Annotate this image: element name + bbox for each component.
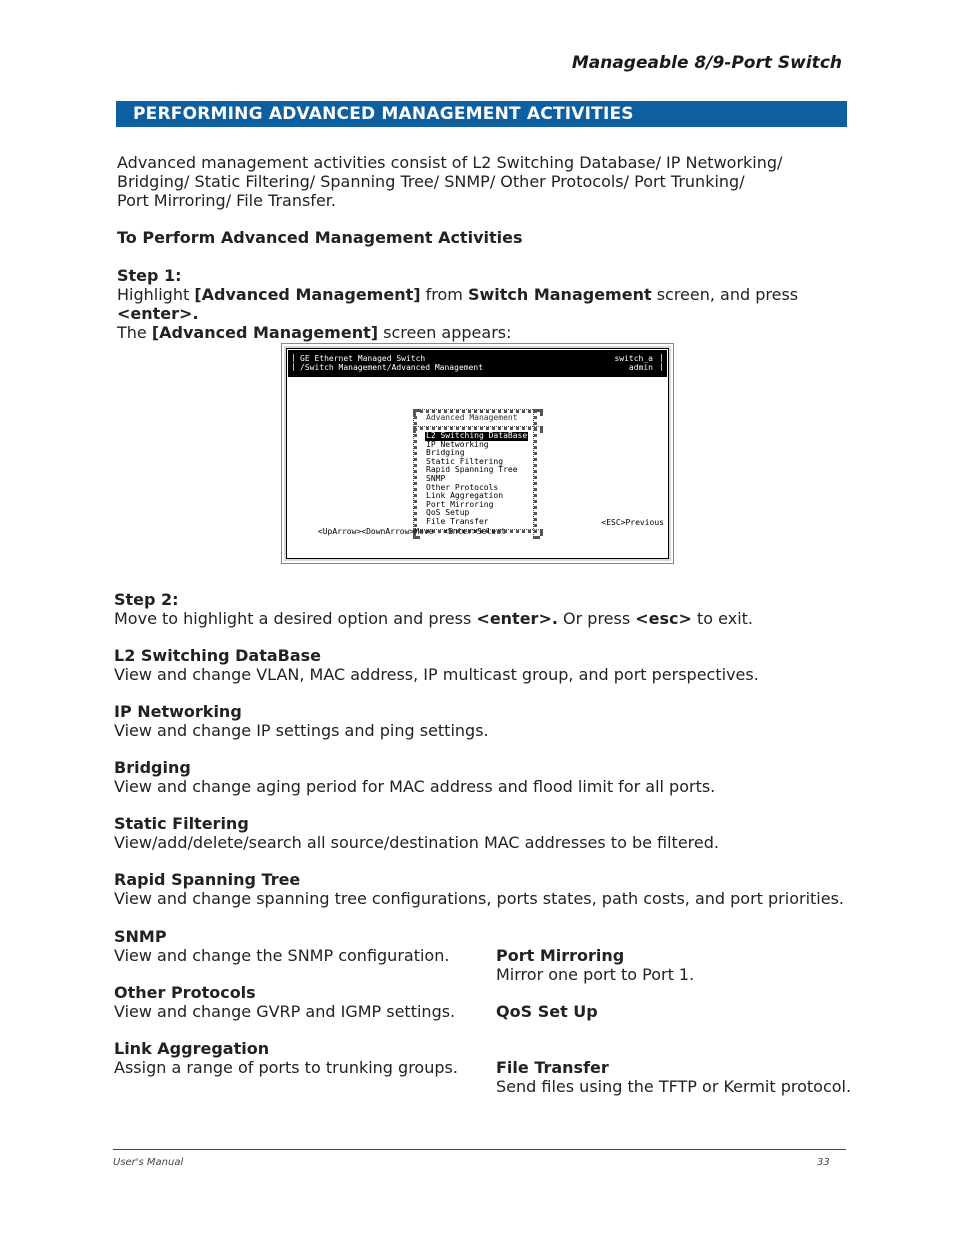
terminal-screenshot [281,343,674,564]
text-run: screen, and press [651,285,799,304]
step-1-block [117,266,877,342]
option-title: Other Protocols [114,983,256,1002]
option-description: View and change GVRP and IGMP settings. [114,1002,456,1021]
terminal-border-char: | [659,362,664,371]
step-1-label: Step 1: [117,266,182,285]
option-description: View and change aging period for MAC address and flood limit for all ports. [114,777,716,796]
terminal-border-char: | [659,353,664,362]
option-description: View and change IP settings and ping settings. [114,721,489,740]
option-block [114,927,484,965]
terminal-user: admin [628,363,653,372]
option-block [496,946,896,984]
document-header-title: Manageable 8/9-Port Switch [571,53,842,73]
option-block [496,1002,896,1040]
option-description: View and change the SNMP configuration. [114,946,450,965]
option-title: Rapid Spanning Tree [114,870,301,889]
terminal-menu-item[interactable]: Link Aggregation [426,491,504,501]
bold-run: <enter>. [476,609,558,628]
step-2-label: Step 2: [114,590,179,609]
text-run: Highlight [117,285,195,304]
terminal-host: switch_a [614,354,653,363]
option-title: Port Mirroring [496,946,625,965]
terminal-menu-item[interactable]: QoS Setup [426,508,470,518]
terminal-footer [289,518,664,554]
option-title: Bridging [114,758,191,777]
intro-line: Port Mirroring/ File Transfer. [117,191,336,210]
terminal-menu-item[interactable]: Bridging [426,448,465,458]
bold-run: [Advanced Management] [151,323,379,342]
terminal-menu-item[interactable]: Rapid Spanning Tree [426,465,518,475]
option-description: Mirror one port to Port 1. [496,965,695,984]
right-column [496,946,896,1114]
terminal-menu-item[interactable]: IP Networking [426,439,489,449]
step-1-line-1 [117,285,877,323]
option-block [114,702,894,740]
bold-run: <enter>. [117,304,199,323]
terminal-previous-hint: <ESC>Previous [601,518,664,527]
terminal-menu-item[interactable]: L2 Switching DataBase [426,431,528,440]
left-column [114,927,484,1095]
menu-border-divider [413,426,543,430]
bold-run: [Advanced Management] [194,285,421,304]
terminal-screen [286,348,669,559]
step-2-line [114,609,894,628]
bold-run: <esc> [635,609,692,628]
procedure-heading: To Perform Advanced Management Activities [117,228,523,247]
option-title: Link Aggregation [114,1039,270,1058]
footer-manual-label: User's Manual [113,1157,184,1168]
text-run: The [117,323,152,342]
section-heading: PERFORMING ADVANCED MANAGEMENT ACTIVITIES [133,104,634,124]
option-title: QoS Set Up [496,1002,598,1021]
terminal-breadcrumb: /Switch Management/Advanced Management [300,363,484,372]
option-description: Send files using the TFTP or Kermit protocol. [496,1077,852,1096]
page-number: 33 [817,1157,830,1168]
option-description: View and change VLAN, MAC address, IP multicast group, and port perspectives. [114,665,759,684]
option-title: IP Networking [114,702,242,721]
text-run: screen appears: [378,323,512,342]
option-title: L2 Switching DataBase [114,646,321,665]
option-title: SNMP [114,927,167,946]
option-title: File Transfer [496,1058,609,1077]
terminal-menu-item[interactable]: Port Mirroring [426,499,494,509]
terminal-menu-box [413,409,537,533]
terminal-menu-item[interactable]: Static Filtering [426,456,504,466]
intro-line: Bridging/ Static Filtering/ Spanning Tree/ SNMP/ Other Protocols/ Port Trunking/ [117,172,745,191]
terminal-border-char: | [291,362,296,371]
terminal-menu-title: Advanced Management [426,413,518,422]
terminal-menu-item[interactable]: Other Protocols [426,482,499,492]
option-description: View and change spanning tree configurations, ports states, path costs, and port priorities. [114,889,844,908]
option-block [114,758,894,796]
option-block [114,646,894,684]
terminal-menu-item[interactable]: SNMP [426,473,446,483]
terminal-menu-item[interactable]: File Transfer [426,516,489,526]
text-run: Move to highlight a desired option and press [114,609,477,628]
text-run: to exit. [691,609,754,628]
terminal-border-char: | [291,353,296,362]
footer-divider [113,1149,846,1150]
option-block [114,814,894,852]
option-block [114,983,484,1021]
intro-paragraph [117,153,817,210]
section-heading-bar [116,101,847,127]
text-run: Or press [557,609,636,628]
option-block [496,1058,896,1096]
terminal-key-hints: <UpArrow><DownArrow>Move <Enter>Select [317,527,506,536]
step-2-block [114,590,894,628]
option-description: View/add/delete/search all source/destination MAC addresses to be filtered. [114,833,719,852]
option-block [114,870,894,908]
step-1-line-2 [117,323,877,342]
terminal-menu-list [425,432,528,527]
terminal-title-bar [288,350,667,377]
option-block [114,1039,484,1077]
intro-line: Advanced management activities consist of L2 Switching Database/ IP Networking/ [117,153,783,172]
bold-run: Switch Management [467,285,652,304]
option-description: Assign a range of ports to trunking groups. [114,1058,458,1077]
option-title: Static Filtering [114,814,249,833]
terminal-title-left-1: GE Ethernet Managed Switch [300,354,426,363]
text-run: from [420,285,468,304]
